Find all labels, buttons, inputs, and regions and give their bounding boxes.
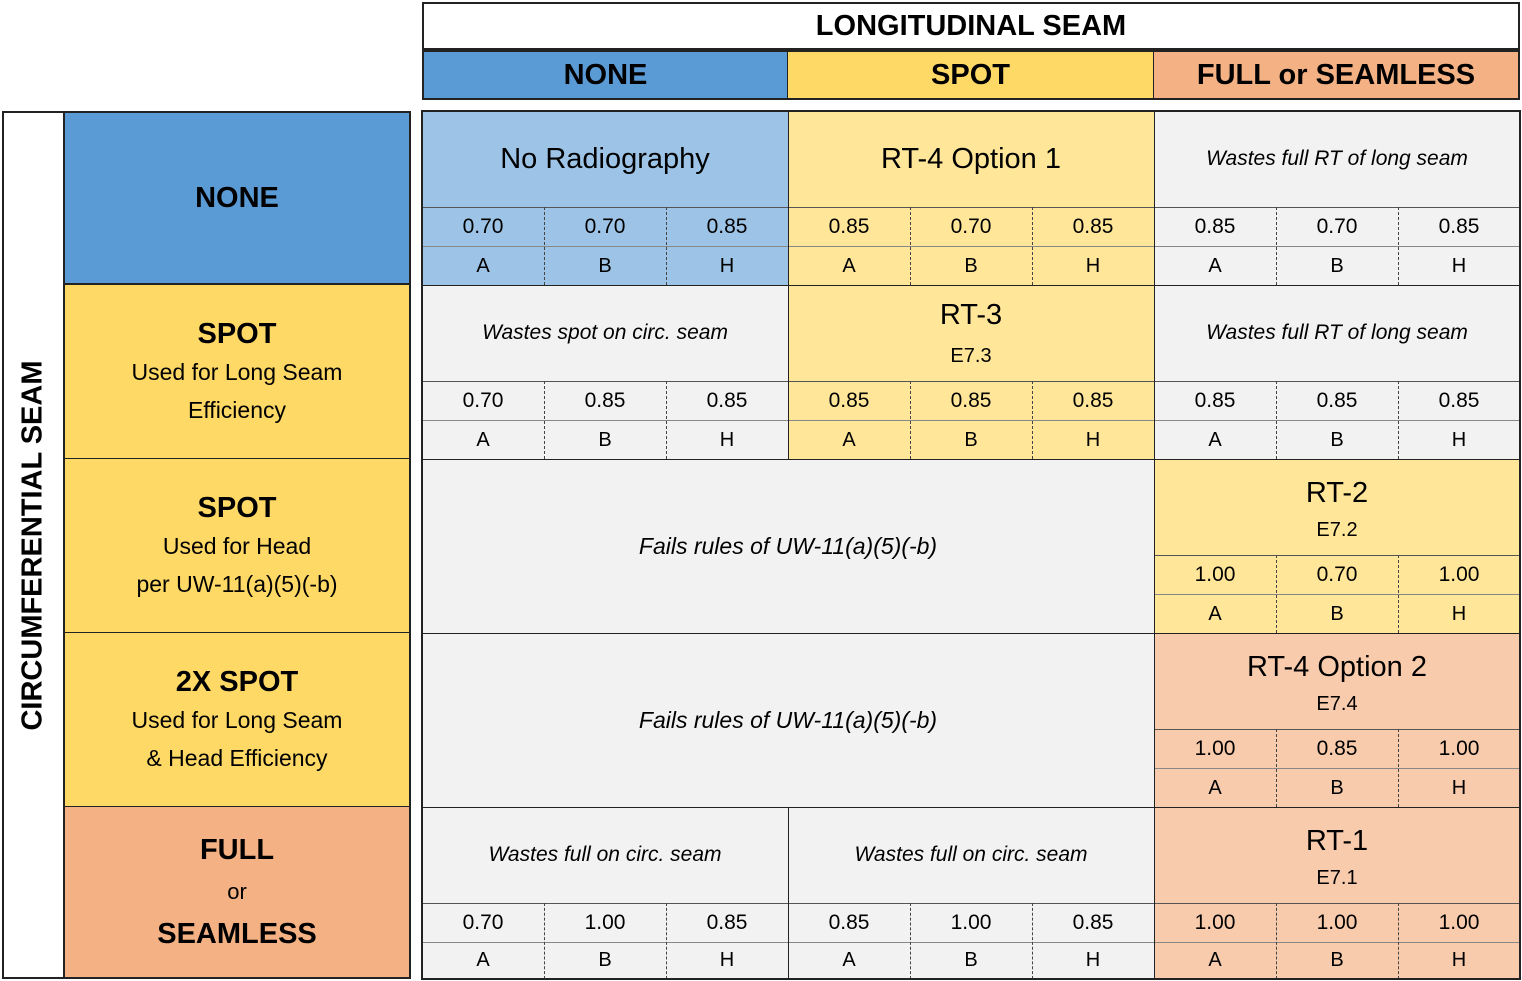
cell-r1c2-letter-b: B	[964, 255, 978, 277]
cell-r5c2-value-b: 1.00	[950, 911, 992, 934]
cell-r1c2-value-a: 0.85	[828, 215, 870, 238]
cell-r2c1-letter-a: A	[476, 429, 490, 451]
circ-row-full-title: FULL	[199, 834, 275, 866]
cell-r1c2-letter-h: H	[1085, 255, 1101, 277]
cell-r5c3-value-a: 1.00	[1194, 911, 1236, 934]
cell-r5c1-letter-a: A	[476, 949, 490, 971]
cell-r5c2-letter-a: A	[842, 949, 856, 971]
cell-r2c3-value-h: 0.85	[1438, 389, 1480, 412]
circ-row-full-title2: SEAMLESS	[157, 918, 317, 950]
cell-r5c2-letter-b: B	[964, 949, 978, 971]
cell-r2c3-note: Wastes full RT of long seam	[1206, 321, 1468, 344]
cell-r2c1-value-b: 0.85	[584, 389, 626, 412]
cell-r3c3-letter-h: H	[1451, 603, 1467, 625]
cell-r5c3-letter-h: H	[1451, 949, 1467, 971]
circ-row-spot-long-line2: Efficiency	[187, 396, 286, 423]
cell-r1c1-value-h: 0.85	[706, 215, 748, 238]
cell-r4c3-value-a: 1.00	[1194, 737, 1236, 760]
cell-r5c3-title: RT-1	[1305, 825, 1369, 857]
long-col-full	[1154, 50, 1520, 100]
circ-row-spot-head-line2: per UW-11(a)(5)(-b)	[136, 570, 338, 597]
cell-r3c3-value-a: 1.00	[1194, 563, 1236, 586]
cell-r1c2-title: RT-4 Option 1	[880, 143, 1061, 175]
cell-r3-fails-note: Fails rules of UW-11(a)(5)(-b)	[638, 532, 938, 559]
cell-r5c1-letter-h: H	[719, 949, 735, 971]
cell-r4c3-letter-h: H	[1451, 777, 1467, 799]
cell-r2c3-value-b: 0.85	[1316, 389, 1358, 412]
cell-r3c3-letter-a: A	[1208, 603, 1222, 625]
circ-row-2x-spot-line2: & Head Efficiency	[146, 744, 328, 771]
cell-r1c1-value-b: 0.70	[584, 215, 626, 238]
cell-r5c2-note: Wastes full on circ. seam	[854, 843, 1088, 866]
cell-r2c2-value-b: 0.85	[950, 389, 992, 412]
cell-r5c1-value-h: 0.85	[706, 911, 748, 934]
cell-r1c2-letter-a: A	[842, 255, 856, 277]
cell-r4-fails-note: Fails rules of UW-11(a)(5)(-b)	[638, 706, 938, 733]
cell-r5c3-letter-a: A	[1208, 949, 1222, 971]
cell-r3c3-value-b: 0.70	[1316, 563, 1358, 586]
circ-row-spot-long	[65, 285, 411, 459]
cell-r5c1-value-b: 1.00	[584, 911, 626, 934]
long-col-spot	[788, 50, 1154, 100]
circ-row-spot-head	[65, 459, 411, 633]
cell-r2c2-letter-b: B	[964, 429, 978, 451]
circ-seam-title	[2, 111, 65, 979]
circ-row-spot-long-title: SPOT	[197, 317, 277, 350]
cell-r4c3-code: E7.4	[1316, 693, 1358, 715]
cell-r1c2-value-b: 0.70	[950, 215, 992, 238]
long-col-none	[422, 50, 788, 100]
cell-r1c3-value-a: 0.85	[1194, 215, 1236, 238]
cell-r2c2-title: RT-3	[939, 299, 1003, 331]
circ-row-full	[65, 807, 411, 979]
cell-r1c1-value-a: 0.70	[462, 215, 504, 238]
cell-r2c1-value-a: 0.70	[462, 389, 504, 412]
cell-r4c3-value-h: 1.00	[1438, 737, 1480, 760]
long-col-spot-label: SPOT	[931, 58, 1010, 91]
circ-row-2x-spot-line1: Used for Long Seam	[131, 706, 343, 733]
circ-row-2x-spot	[65, 633, 411, 807]
circ-row-2x-spot-title: 2X SPOT	[175, 665, 299, 698]
cell-r1c1-letter-b: B	[598, 255, 612, 277]
cell-r5c2-value-a: 0.85	[828, 911, 870, 934]
cell-r1c3-letter-h: H	[1451, 255, 1467, 277]
circ-row-spot-long-line1: Used for Long Seam	[131, 358, 343, 385]
cell-r2c2-code: E7.3	[950, 345, 992, 367]
cell-r2c2-letter-a: A	[842, 429, 856, 451]
cell-r2c1-value-h: 0.85	[706, 389, 748, 412]
cell-r3c3-title: RT-2	[1305, 477, 1369, 509]
cell-r2c3-value-a: 0.85	[1194, 389, 1236, 412]
circ-row-none-title: NONE	[195, 181, 279, 214]
cell-r2c1-letter-h: H	[719, 429, 735, 451]
cell-r5c1-value-a: 0.70	[462, 911, 504, 934]
cell-r4c3-title: RT-4 Option 2	[1246, 651, 1427, 683]
grid-border	[421, 110, 1521, 980]
long-seam-title	[422, 2, 1520, 50]
circ-row-none	[65, 111, 411, 285]
cell-r2c3-letter-b: B	[1330, 429, 1344, 451]
cell-r1c1-title: No Radiography	[500, 143, 710, 175]
cell-r2c2-value-h: 0.85	[1072, 389, 1114, 412]
cell-r2c3-letter-h: H	[1451, 429, 1467, 451]
cell-r2c1-note: Wastes spot on circ. seam	[482, 321, 728, 344]
cell-r3c3-value-h: 1.00	[1438, 563, 1480, 586]
cell-r1c1-letter-a: A	[476, 255, 490, 277]
cell-r5c3-value-b: 1.00	[1316, 911, 1358, 934]
cell-r3c3-letter-b: B	[1330, 603, 1344, 625]
cell-r4c3-letter-a: A	[1208, 777, 1222, 799]
cell-r1c2-value-h: 0.85	[1072, 215, 1114, 238]
circ-row-spot-head-title: SPOT	[197, 491, 277, 524]
circ-row-spot-head-line1: Used for Head	[162, 532, 312, 559]
cell-r2c2-value-a: 0.85	[828, 389, 870, 412]
cell-r2c2-letter-h: H	[1085, 429, 1101, 451]
cell-r5c2-value-h: 0.85	[1072, 911, 1114, 934]
cell-r4c3-letter-b: B	[1330, 777, 1344, 799]
cell-r1c3-value-h: 0.85	[1438, 215, 1480, 238]
cell-r3c3-code: E7.2	[1316, 519, 1358, 541]
circ-seam-title-text: CIRCUMFERENTIAL SEAM	[17, 359, 49, 731]
cell-r4c3-value-b: 0.85	[1316, 737, 1358, 760]
cell-r2c1-letter-b: B	[598, 429, 612, 451]
cell-r5c1-note: Wastes full on circ. seam	[488, 843, 722, 866]
cell-r1c3-value-b: 0.70	[1316, 215, 1358, 238]
long-seam-title-text: LONGITUDINAL SEAM	[815, 9, 1127, 42]
cell-r5c1-letter-b: B	[598, 949, 612, 971]
cell-r2c3-letter-a: A	[1208, 429, 1222, 451]
cell-r5c3-letter-b: B	[1330, 949, 1344, 971]
cell-r5c3-code: E7.1	[1316, 867, 1358, 889]
cell-r1c1-letter-h: H	[719, 255, 735, 277]
circ-row-full-or: or	[227, 879, 247, 904]
cell-r1c3-note: Wastes full RT of long seam	[1206, 147, 1468, 170]
cell-r5c3-value-h: 1.00	[1438, 911, 1480, 934]
long-col-full-label: FULL or SEAMLESS	[1196, 58, 1476, 91]
cell-r5c2-letter-h: H	[1085, 949, 1101, 971]
long-col-none-label: NONE	[563, 58, 648, 91]
cell-r1c3-letter-a: A	[1208, 255, 1222, 277]
cell-r1c3-letter-b: B	[1330, 255, 1344, 277]
